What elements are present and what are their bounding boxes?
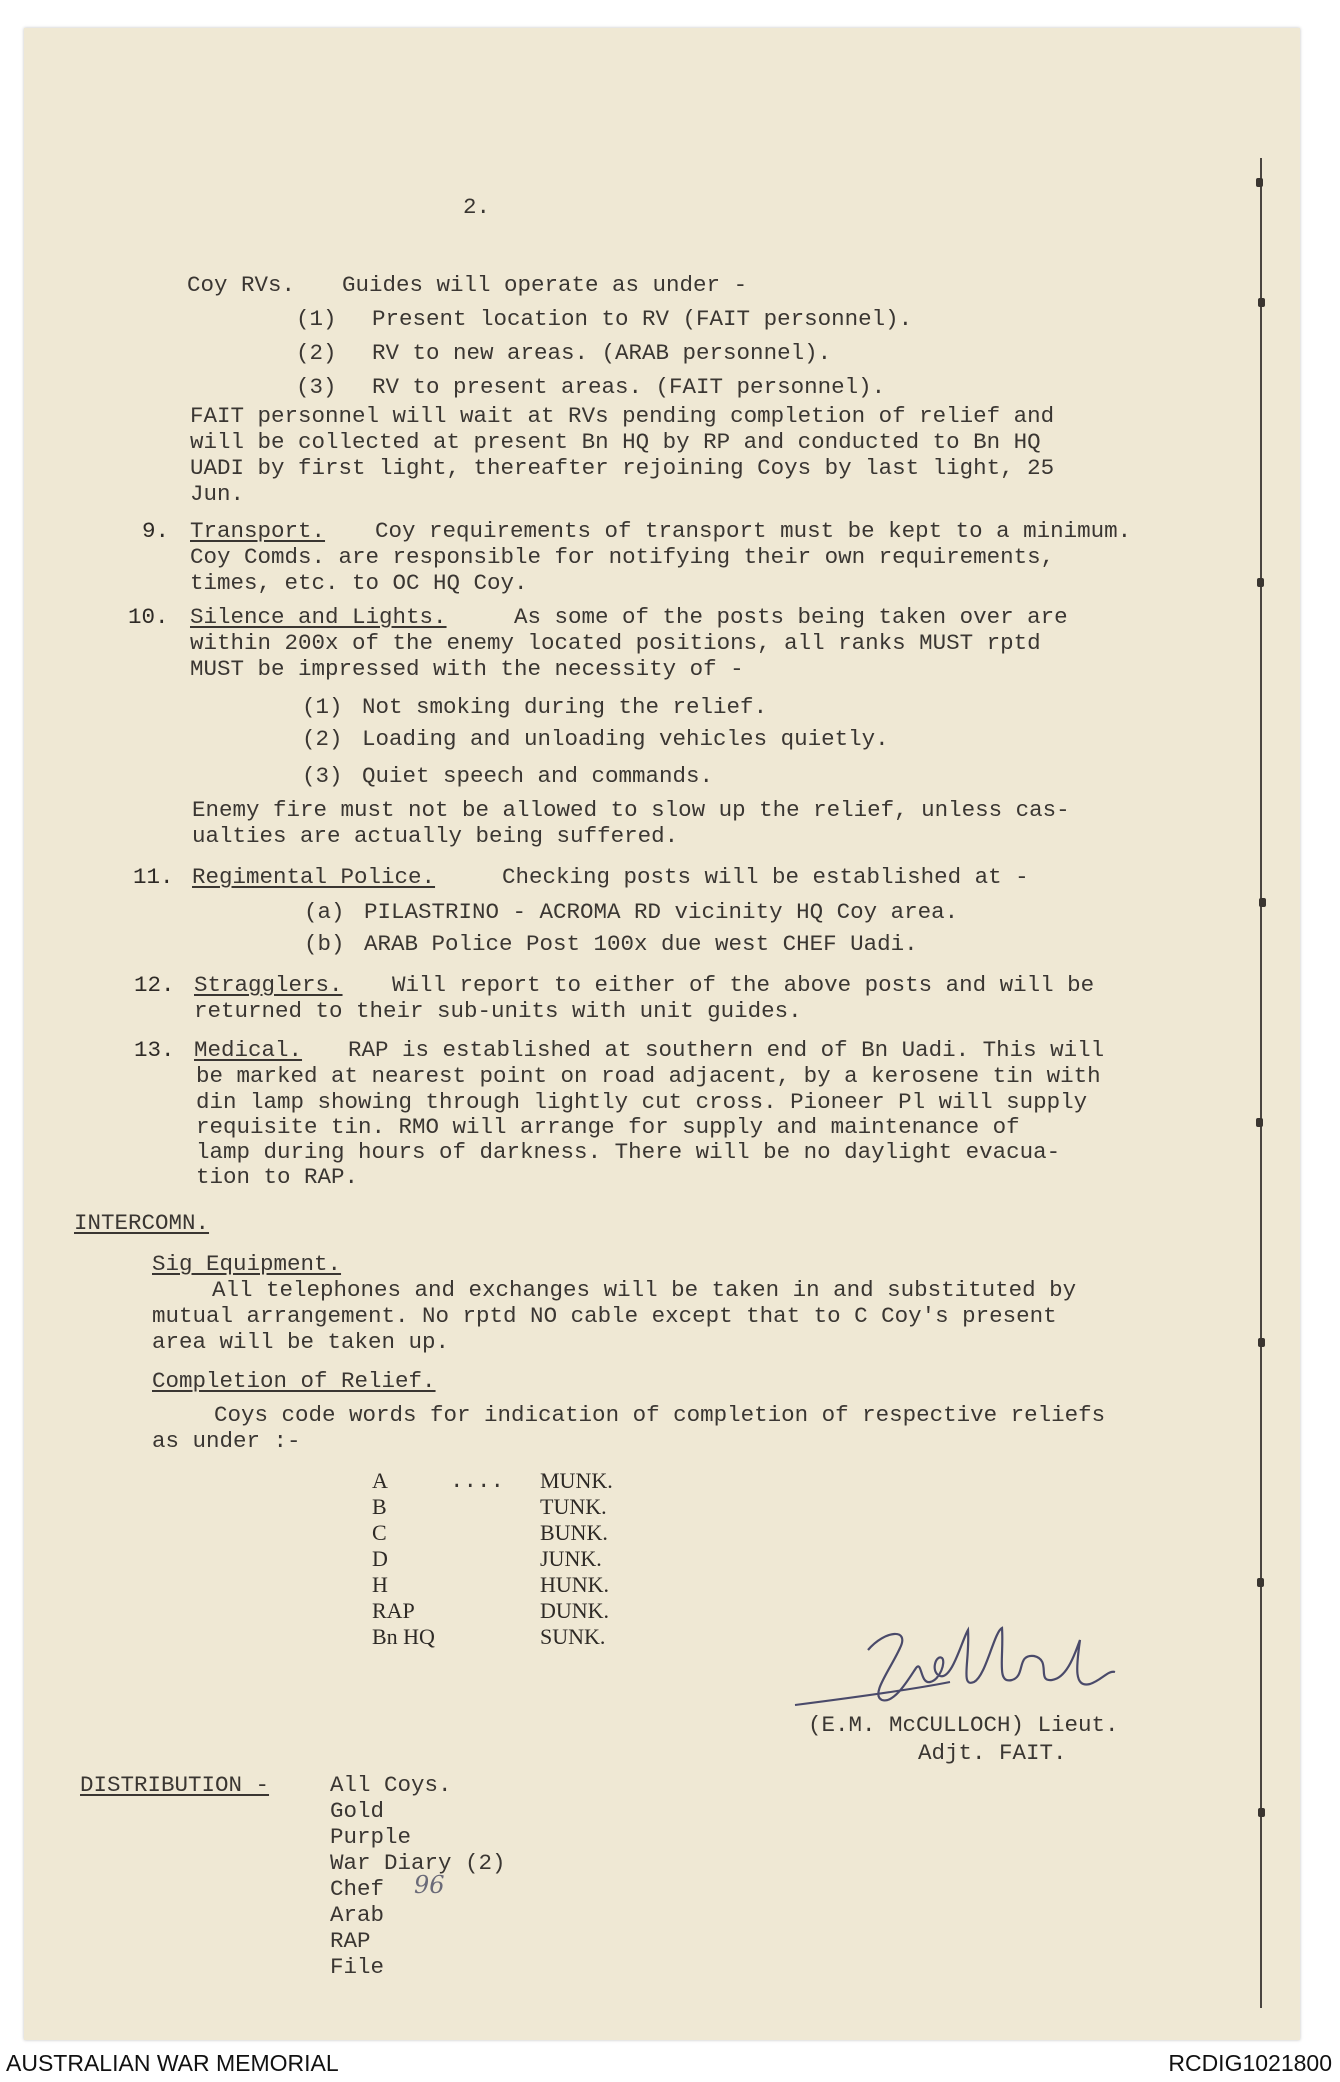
section-line: Coy requirements of transport must be kept to a minimum. — [375, 518, 1132, 544]
coy-rvs-intro: Guides will operate as under - — [342, 272, 748, 298]
item-text: Loading and unloading vehicles quietly. — [362, 726, 889, 752]
section-title: Silence and Lights. — [190, 604, 447, 630]
distribution-item: War Diary (2) — [330, 1850, 506, 1876]
code-unit: B — [372, 1494, 387, 1519]
code-unit: H — [372, 1572, 388, 1597]
item-label: (2) — [296, 340, 337, 366]
item-label: (1) — [296, 306, 337, 332]
code-word: MUNK. — [540, 1468, 613, 1493]
item-text: ARAB Police Post 100x due west CHEF Uadi. — [364, 931, 918, 957]
item-text: Not smoking during the relief. — [362, 694, 768, 720]
section-line: As some of the posts being taken over are — [514, 604, 1068, 630]
section-line: Enemy fire must not be allowed to slow up the relief, unless cas- — [192, 797, 1070, 823]
distribution-item: Arab — [330, 1902, 385, 1928]
sig-line: mutual arrangement. No rptd NO cable except that to C Coy's present — [152, 1303, 1057, 1329]
completion-line: Coys code words for indication of completion of respective reliefs — [214, 1402, 1106, 1428]
item-label: (3) — [302, 763, 343, 789]
code-unit: C — [372, 1520, 387, 1545]
section-line: Coy Comds. are responsible for notifying their own requirements, — [190, 544, 1055, 570]
section-line: MUST be impressed with the necessity of - — [190, 656, 744, 682]
signatory-name: (E.M. McCULLOCH) Lieut. — [808, 1712, 1119, 1738]
item-label: (2) — [302, 726, 343, 752]
section-title: Stragglers. — [194, 972, 343, 998]
handwritten-annotation: 96 — [414, 1871, 445, 1899]
item-label: (a) — [304, 899, 345, 925]
item-text: PILASTRINO - ACROMA RD vicinity HQ Coy area. — [364, 899, 959, 925]
section-line: din lamp showing through lightly cut cross. Pioneer Pl will supply — [196, 1089, 1088, 1115]
code-dots: .... — [450, 1468, 505, 1494]
item-text: Quiet speech and commands. — [362, 763, 714, 789]
page-number: 2. — [463, 194, 491, 220]
section-line: tion to RAP. — [196, 1164, 359, 1190]
distribution-heading — [80, 1772, 269, 1798]
sig-line: area will be taken up. — [152, 1329, 450, 1355]
item-text: RV to present areas. (FAIT personnel). — [372, 374, 886, 400]
section-title: Regimental Police. — [192, 864, 436, 890]
distribution-item: File — [330, 1954, 385, 1980]
section-number: 10. — [128, 604, 169, 630]
code-unit: RAP — [372, 1598, 415, 1623]
section-line: be marked at nearest point on road adjacent, by a kerosene tin with — [196, 1063, 1101, 1089]
section-title: Medical. — [194, 1037, 303, 1063]
handwritten-signature — [790, 1610, 1120, 1720]
section-number: 9. — [142, 518, 170, 544]
intercomn-heading: INTERCOMN. — [74, 1210, 210, 1236]
distribution-item: Purple — [330, 1824, 412, 1850]
section-number: 11. — [133, 864, 174, 890]
code-word: BUNK. — [540, 1520, 608, 1545]
item-label: (1) — [302, 694, 343, 720]
code-word: HUNK. — [540, 1572, 610, 1597]
section-line: returned to their sub-units with unit guides. — [194, 998, 802, 1024]
code-word: SUNK. — [540, 1624, 606, 1649]
section-title: Transport. — [190, 518, 326, 544]
sig-line: All telephones and exchanges will be taken in and substituted by — [212, 1277, 1077, 1303]
section-line: lamp during hours of darkness. There will be no daylight evacua- — [196, 1139, 1061, 1165]
section-line: requisite tin. RMO will arrange for supply and maintenance of — [196, 1114, 1020, 1140]
section-line: ualties are actually being suffered. — [192, 823, 679, 849]
completion-heading: Completion of Relief. — [152, 1368, 436, 1394]
section-line: Will report to either of the above posts and will be — [392, 972, 1095, 998]
code-word: JUNK. — [540, 1546, 602, 1571]
distribution-item: Chef — [330, 1876, 385, 1902]
section-number: 13. — [134, 1037, 175, 1063]
distribution-heading-text: DISTRIBUTION - — [80, 1772, 270, 1798]
footer-id: RCDIG1021800 — [1168, 2050, 1332, 2076]
distribution-item: RAP — [330, 1928, 371, 1954]
coy-rvs-heading: Coy RVs. — [187, 272, 296, 298]
section-number: 12. — [134, 972, 175, 998]
code-word: TUNK. — [540, 1494, 607, 1519]
footer-source: AUSTRALIAN WAR MEMORIAL — [6, 2050, 339, 2076]
para-line: Jun. — [190, 481, 245, 507]
section-line: times, etc. to OC HQ Coy. — [190, 570, 528, 596]
item-label: (b) — [304, 931, 345, 957]
para-line: FAIT personnel will wait at RVs pending completion of relief and — [190, 403, 1055, 429]
item-text: Present location to RV (FAIT personnel). — [372, 306, 913, 332]
code-word: DUNK. — [540, 1598, 610, 1623]
torn-edge-mark — [1260, 158, 1280, 2008]
section-line: RAP is established at southern end of Bn Uadi. This will — [348, 1037, 1105, 1063]
para-line: UADI by first light, thereafter rejoining Coys by last light, 25 — [190, 455, 1055, 481]
distribution-item: All Coys. — [330, 1772, 452, 1798]
section-line: within 200x of the enemy located positions, all ranks MUST rptd — [190, 630, 1041, 656]
distribution-item: Gold — [330, 1798, 385, 1824]
code-unit: Bn HQ — [372, 1624, 435, 1649]
code-unit: D — [372, 1546, 388, 1571]
para-line: will be collected at present Bn HQ by RP and conducted to Bn HQ — [190, 429, 1041, 455]
completion-line: as under :- — [152, 1428, 301, 1454]
section-line: Checking posts will be established at - — [502, 864, 1029, 890]
signatory-role: Adjt. FAIT. — [918, 1740, 1067, 1766]
sig-equipment-heading: Sig Equipment. — [152, 1251, 342, 1277]
code-unit: A — [372, 1468, 388, 1493]
item-text: RV to new areas. (ARAB personnel). — [372, 340, 832, 366]
item-label: (3) — [296, 374, 337, 400]
